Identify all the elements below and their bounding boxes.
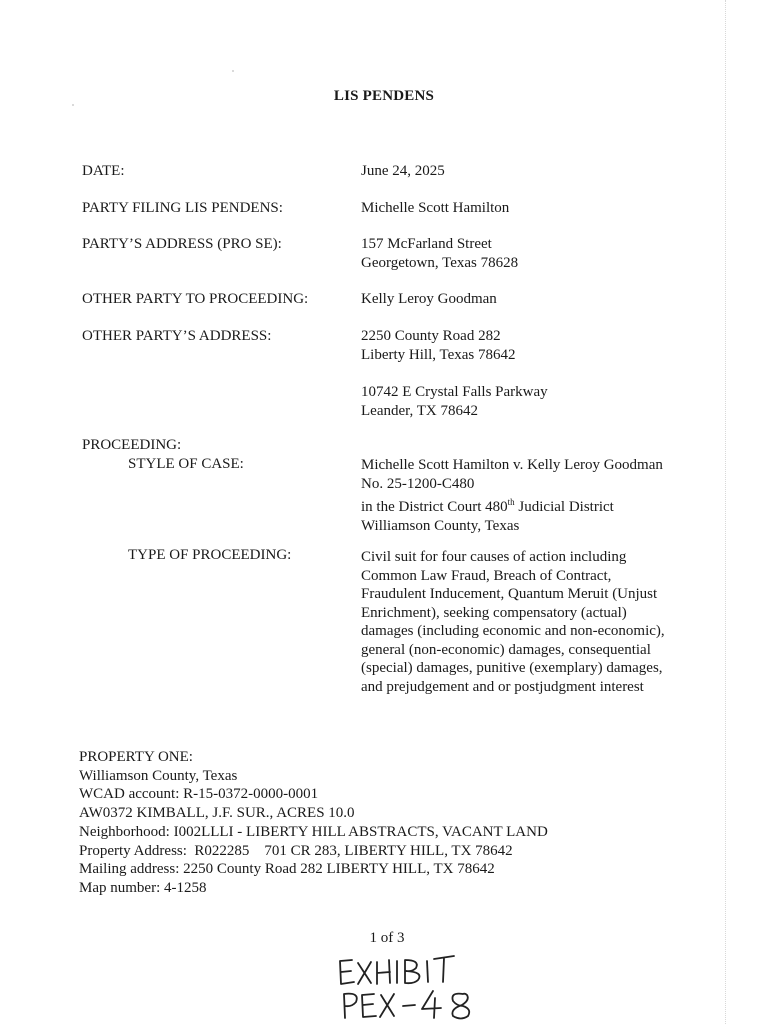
- type-line: and prejudgement and or postjudgment interest: [361, 678, 644, 695]
- address-line: Liberty Hill, Texas 78642: [361, 346, 516, 363]
- proceeding-label: PROCEEDING:: [82, 437, 182, 453]
- exhibit-handwriting: [330, 946, 500, 1022]
- scan-edge: [725, 0, 726, 1024]
- party-filing-value: Michelle Scott Hamilton: [361, 200, 510, 216]
- property-line: Mailing address: 2250 County Road 282 LIBERTY HILL, TX 78642: [79, 861, 495, 878]
- other-party-address-1: [361, 327, 515, 364]
- party-address-label: PARTY’S ADDRESS (PRO SE):: [82, 236, 282, 252]
- type-line: Fraudulent Inducement, Quantum Meruit (Unjust: [361, 586, 658, 602]
- address-line: 10742 E Crystal Falls Parkway: [361, 384, 548, 400]
- case-number: No. 25-1200-C480: [361, 475, 475, 492]
- type-line: Enrichment), seeking compensatory (actual): [361, 604, 627, 621]
- court-prefix: in the District Court 480: [361, 499, 508, 515]
- property-block: [79, 748, 548, 898]
- property-heading: PROPERTY ONE:: [79, 749, 193, 765]
- address-line: 2250 County Road 282: [361, 328, 501, 344]
- court-suffix: Judicial District: [514, 499, 614, 515]
- other-party-value: Kelly Leroy Goodman: [361, 291, 497, 307]
- type-line: general (non-economic) damages, consequential: [361, 641, 651, 658]
- date-value: June 24, 2025: [361, 163, 445, 179]
- party-address-value: [361, 235, 518, 272]
- property-line: Map number: 4-1258: [79, 879, 207, 896]
- address-line: Leander, TX 78642: [361, 402, 479, 419]
- property-line: Neighborhood: I002LLLI - LIBERTY HILL ABSTRACTS, VACANT LAND: [79, 823, 548, 840]
- court-ordinal-suffix: th: [507, 497, 515, 507]
- scan-speck: [232, 70, 234, 72]
- property-line: AW0372 KIMBALL, J.F. SUR., ACRES 10.0: [79, 805, 355, 822]
- type-line: Civil suit for four causes of action including: [361, 549, 627, 565]
- page-number: 1 of 3: [369, 930, 405, 946]
- other-party-address-2: [361, 383, 548, 420]
- type-line: damages (including economic and non-economic),: [361, 623, 665, 639]
- style-of-case-value: [361, 456, 663, 535]
- court-line: [361, 493, 663, 517]
- county-line: Williamson County, Texas: [361, 517, 520, 534]
- style-of-case-label: STYLE OF CASE:: [128, 456, 244, 472]
- address-line: 157 McFarland Street: [361, 236, 492, 252]
- party-filing-label: PARTY FILING LIS PENDENS:: [82, 200, 283, 216]
- document-title: LIS PENDENS: [333, 88, 435, 104]
- other-party-label: OTHER PARTY TO PROCEEDING:: [82, 291, 309, 307]
- other-party-address-label: OTHER PARTY’S ADDRESS:: [82, 328, 272, 344]
- case-caption: Michelle Scott Hamilton v. Kelly Leroy Goodman: [361, 457, 663, 473]
- type-of-proceeding-value: [361, 548, 665, 696]
- type-line: Common Law Fraud, Breach of Contract,: [361, 567, 612, 584]
- date-label: DATE:: [82, 163, 125, 179]
- address-line: Georgetown, Texas 78628: [361, 254, 519, 271]
- type-of-proceeding-label: TYPE OF PROCEEDING:: [128, 547, 292, 563]
- type-line: (special) damages, punitive (exemplary) damages,: [361, 660, 663, 676]
- property-line: Property Address: R022285 701 CR 283, LIBERTY HILL, TX 78642: [79, 842, 513, 859]
- property-line: WCAD account: R-15-0372-0000-0001: [79, 786, 319, 803]
- property-line: Williamson County, Texas: [79, 767, 238, 784]
